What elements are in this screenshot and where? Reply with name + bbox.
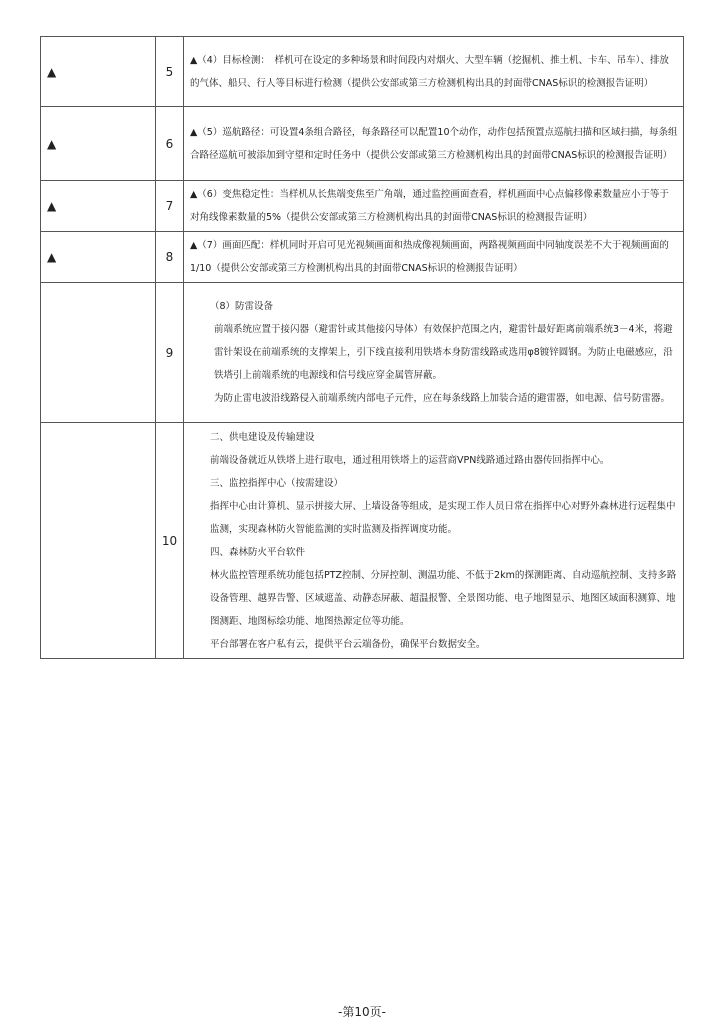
content-cell (184, 181, 684, 232)
table-row (41, 283, 684, 423)
paragraph: 林火监控管理系统功能包括PTZ控制、分屏控制、测温功能、不低于2km的探测距离、自动巡航控制、支持多路设备管理、越界告警、区域遮盖、动静态屏蔽、超温报警、全景图功能、电子地图显示、地图区域面积测算、地图测距、地图标绘功能、地图热源定位等功能。 (210, 569, 677, 627)
paragraph: 前端设备就近从铁塔上进行取电，通过租用铁塔上的运营商VPN线路通过路由器传回指挥中心。 (210, 454, 610, 466)
mark-cell: ▲ (41, 181, 156, 232)
section-heading: 二、供电建设及传输建设 (210, 431, 315, 443)
section-heading: 三、监控指挥中心（按需建设） (210, 477, 344, 489)
content-cell (184, 232, 684, 283)
table-row (41, 37, 684, 107)
table-row (41, 423, 684, 659)
index-cell: 6 (156, 107, 184, 181)
content-cell (184, 283, 684, 423)
section-heading: 四、森林防火平台软件 (210, 546, 306, 558)
mark-cell (41, 283, 156, 423)
mark-cell (41, 423, 156, 659)
index-cell: 5 (156, 37, 184, 107)
paragraph: 指挥中心由计算机、显示拼接大屏、上墙设备等组成，是实现工作人员日常在指挥中心对野外森林进行远程集中监测，实现森林防火智能监测的实时监测及指挥调度功能。 (210, 500, 676, 535)
index-cell: 8 (156, 232, 184, 283)
paragraph: 为防止雷电波沿线路侵入前端系统内部电子元件，应在每条线路上加装合适的避雷器，如电源、信号防雷器。 (214, 393, 671, 404)
requirement-text: ▲（5）巡航路径：可设置4条组合路径，每条路径可以配置10个动作，动作包括预置点巡航扫描和区域扫描，每条组合路径巡航可被添加到守望和定时任务中（提供公安部或第三方检测机构出具的封面带CNAS标识的检测报告证明） (190, 126, 678, 161)
index-cell: 10 (156, 423, 184, 659)
paragraph: 前端系统应置于接闪器（避雷针或其他接闪导体）有效保护范围之内，避雷针最好距离前端系统3－4米，将避雷针架设在前端系统的支撑架上，引下线直接利用铁塔本身防雷线路或选用φ8镀锌圆钢。为防止电磁感应，沿铁塔引上前端系统的电源线和信号线应穿金属管屏蔽。 (214, 324, 673, 381)
spec-table (40, 36, 684, 659)
index-cell: 7 (156, 181, 184, 232)
content-cell (184, 107, 684, 181)
section-heading: （8）防雷设备 (210, 301, 274, 312)
page-number: -第10页- (338, 1005, 386, 1019)
paragraph: 平台部署在客户私有云，提供平台云端备份，确保平台数据安全。 (210, 638, 486, 650)
table-row (41, 107, 684, 181)
content-cell (184, 423, 684, 659)
mark-cell: ▲ (41, 107, 156, 181)
requirement-text: ▲（4）目标检测： 样机可在设定的多种场景和时间段内对烟火、大型车辆（挖掘机、推土机、卡车、吊车）、排放的气体、船只、行人等目标进行检测（提供公安部或第三方检测机构出具的封面带CNAS标识的检测报告证明） (190, 54, 669, 89)
mark-cell: ▲ (41, 37, 156, 107)
requirement-text: ▲（7）画面匹配：样机同时开启可见光视频画面和热成像视频画面，两路视频画面中同轴度误差不大于视频画面的1/10（提供公安部或第三方检测机构出具的封面带CNAS标识的检测报告证明） (190, 240, 669, 274)
mark-cell: ▲ (41, 232, 156, 283)
index-cell: 9 (156, 283, 184, 423)
content-cell (184, 37, 684, 107)
table-row (41, 181, 684, 232)
table-row (41, 232, 684, 283)
requirement-text: ▲（6）变焦稳定性：当样机从长焦端变焦至广角端，通过监控画面查看，样机画面中心点偏移像素数量应小于等于对角线像素数量的5%（提供公安部或第三方检测机构出具的封面带CNAS标识的检测报告证明） (190, 189, 669, 223)
